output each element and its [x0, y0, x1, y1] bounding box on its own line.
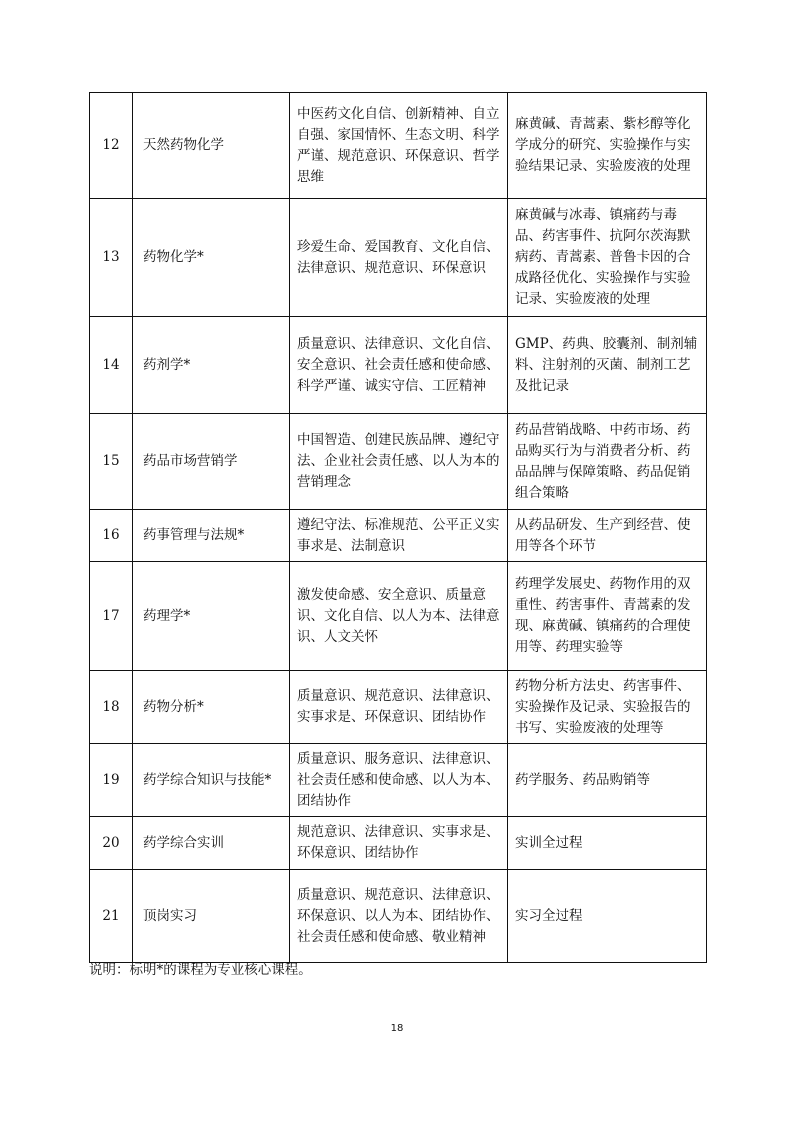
- course-name: 药理学*: [133, 562, 290, 671]
- table-row: [90, 671, 707, 744]
- ideological-elements: 遵纪守法、标准规范、公平正义实事求是、法制意识: [290, 510, 508, 562]
- teaching-content: 药学服务、药品购销等: [508, 744, 707, 817]
- course-number: 17: [90, 562, 133, 671]
- course-name: 药品市场营销学: [133, 414, 290, 510]
- course-number: 15: [90, 414, 133, 510]
- teaching-content: 实训全过程: [508, 817, 707, 870]
- course-ideology-table: [89, 92, 707, 963]
- ideological-elements: 中医药文化自信、创新精神、自立自强、家国情怀、生态文明、科学严谨、规范意识、环保意识、哲学思维: [290, 93, 508, 199]
- course-name: 药剂学*: [133, 317, 290, 414]
- table-row: [90, 414, 707, 510]
- course-number: 13: [90, 199, 133, 317]
- course-name: 药学综合知识与技能*: [133, 744, 290, 817]
- ideological-elements: 质量意识、规范意识、法律意识、实事求是、环保意识、团结协作: [290, 671, 508, 744]
- table-row: [90, 93, 707, 199]
- ideological-elements: 中国智造、创建民族品牌、遵纪守法、企业社会责任感、以人为本的营销理念: [290, 414, 508, 510]
- ideological-elements: 质量意识、规范意识、法律意识、环保意识、以人为本、团结协作、社会责任感和使命感、敬业精神: [290, 870, 508, 963]
- course-name: 药事管理与法规*: [133, 510, 290, 562]
- course-name: 药物化学*: [133, 199, 290, 317]
- course-name: 药学综合实训: [133, 817, 290, 870]
- teaching-content: 药理学发展史、药物作用的双重性、药害事件、青蒿素的发现、麻黄碱、镇痛药的合理使用等、药理实验等: [508, 562, 707, 671]
- teaching-content: 麻黄碱、青蒿素、紫杉醇等化学成分的研究、实验操作与实验结果记录、实验废液的处理: [508, 93, 707, 199]
- course-name: 天然药物化学: [133, 93, 290, 199]
- table-row: [90, 817, 707, 870]
- table-row: [90, 870, 707, 963]
- ideological-elements: 质量意识、法律意识、文化自信、安全意识、社会责任感和使命感、科学严谨、诚实守信、工匠精神: [290, 317, 508, 414]
- course-number: 18: [90, 671, 133, 744]
- ideological-elements: 珍爱生命、爱国教育、文化自信、法律意识、规范意识、环保意识: [290, 199, 508, 317]
- teaching-content: 药物分析方法史、药害事件、实验操作及记录、实验报告的书写、实验废液的处理等: [508, 671, 707, 744]
- teaching-content: GMP、药典、胶囊剂、制剂辅料、注射剂的灭菌、制剂工艺及批记录: [508, 317, 707, 414]
- table-row: [90, 199, 707, 317]
- teaching-content: 实习全过程: [508, 870, 707, 963]
- ideological-elements: 激发使命感、安全意识、质量意识、文化自信、以人为本、法律意识、人文关怀: [290, 562, 508, 671]
- page-number: 18: [390, 1023, 404, 1034]
- table-note: 说明：标明*的课程为专业核心课程。: [89, 962, 312, 978]
- table-row: [90, 562, 707, 671]
- course-name: 顶岗实习: [133, 870, 290, 963]
- ideological-elements: 质量意识、服务意识、法律意识、社会责任感和使命感、以人为本、团结协作: [290, 744, 508, 817]
- course-number: 16: [90, 510, 133, 562]
- course-number: 12: [90, 93, 133, 199]
- course-number: 19: [90, 744, 133, 817]
- teaching-content: 药品营销战略、中药市场、药品购买行为与消费者分析、药品品牌与保障策略、药品促销组合策略: [508, 414, 707, 510]
- ideological-elements: 规范意识、法律意识、实事求是、环保意识、团结协作: [290, 817, 508, 870]
- course-number: 20: [90, 817, 133, 870]
- course-number: 21: [90, 870, 133, 963]
- teaching-content: 从药品研发、生产到经营、使用等各个环节: [508, 510, 707, 562]
- table-row: [90, 510, 707, 562]
- teaching-content: 麻黄碱与冰毒、镇痛药与毒品、药害事件、抗阿尔茨海默病药、青蒿素、普鲁卡因的合成路径优化、实验操作与实验记录、实验废液的处理: [508, 199, 707, 317]
- course-name: 药物分析*: [133, 671, 290, 744]
- table-row: [90, 317, 707, 414]
- course-number: 14: [90, 317, 133, 414]
- table-row: [90, 744, 707, 817]
